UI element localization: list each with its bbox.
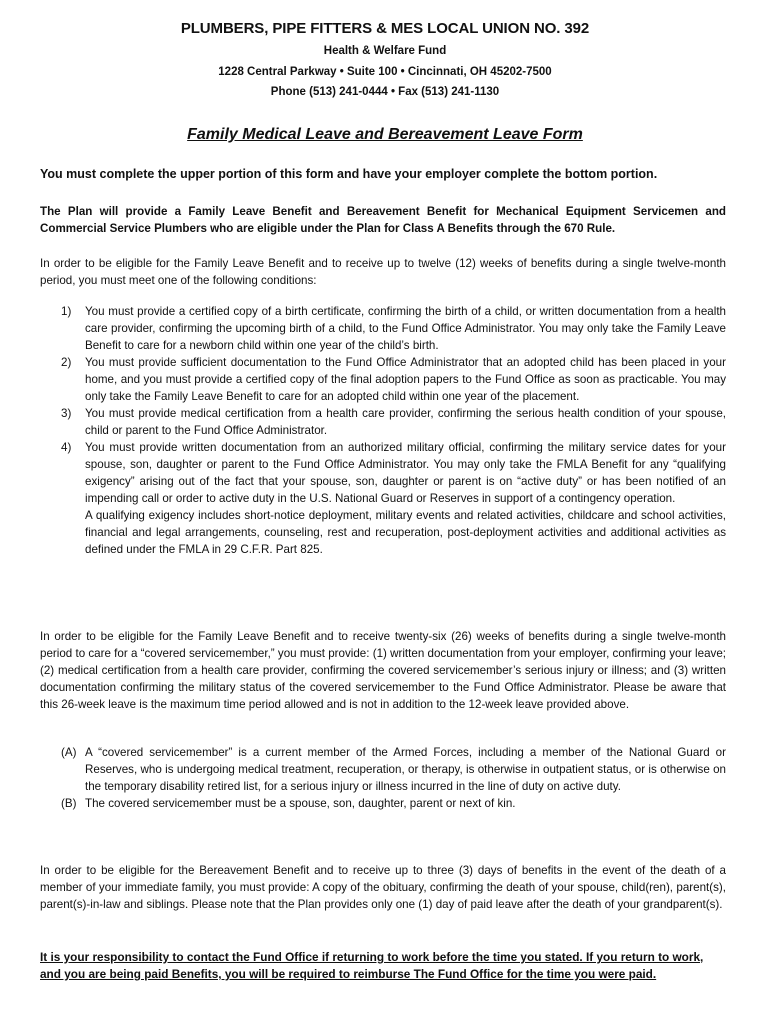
address-line: 1228 Central Parkway • Suite 100 • Cincinnati, OH 45202-7500: [218, 66, 552, 78]
list-item-number: (B): [61, 797, 77, 810]
definitions-list: [40, 744, 726, 812]
list-item-text: You must provide a certified copy of a birth certificate, confirming the birth of a child, or written documentation from a health care provider, confirming the upcoming birth of a child, to the Fund Office Administrator. You may only take the Family Leave Benefit to care for a newborn child within one year of the child’s birth.: [85, 305, 726, 352]
list-item: [40, 303, 726, 354]
list-item: [40, 405, 726, 439]
list-item: [40, 354, 726, 405]
completion-instruction: You must complete the upper portion of this form and have your employer complete the bottom portion.: [40, 167, 658, 181]
servicemember-intro: In order to be eligible for the Family Leave Benefit and to receive twenty-six (26) weeks of benefits during a single twelve-month period to care for a “covered servicemember,” you must provide: (1) written documentation from your employer, confirming your leave; (2) medical certification from a health care provider, confirming the covered servicemember’s serious injury or illness; and (3) written documentation confirming the military status of the covered servicemember to the Fund Office Administrator. Please be aware that this 26-week leave is the maximum time period allowed and is not in addition to the 12-week leave provided above.: [40, 630, 726, 711]
list-item: [40, 744, 726, 795]
list-item: [40, 795, 726, 812]
organization-name: PLUMBERS, PIPE FITTERS & MES LOCAL UNION NO. 392: [180, 20, 590, 37]
list-item-text: You must provide written documentation from an authorized military official, confirming the military service dates for your spouse, son, daughter or parent to the Fund Office Administrator. You may only take the FMLA Benefit for any “qualifying exigency” arising out of the fact that your spouse, son, daughter or parent is on “active duty” or has been notified of an impending call or order to active duty in the U.S. National Guard or Reserves in support of a contingency operation.: [85, 441, 726, 505]
qualifying-exigency-text: A qualifying exigency includes short-notice deployment, military events and related activities, childcare and school activities, financial and legal arrangements, counseling, rest and recuperation, post-deployment activities and additional activities as defined under the FMLA in 29 C.F.R. Part 825.: [85, 509, 726, 556]
form-title: Family Medical Leave and Bereavement Leave Form: [187, 126, 583, 143]
list-item-number: 1): [61, 305, 72, 318]
fund-name: Health & Welfare Fund: [323, 45, 447, 57]
list-item-text: A “covered servicemember” is a current member of the Armed Forces, including a member of the National Guard or Reserves, who is undergoing medical treatment, recuperation, or therapy, is otherwise in outpatient status, or is otherwise on the temporary disability retired list, for a serious injury or illness incurred in the line of duty on active duty.: [85, 746, 726, 793]
list-item-number: 2): [61, 356, 72, 369]
list-item-number: (A): [61, 746, 77, 759]
list-item-text: You must provide sufficient documentation to the Fund Office Administrator that an adopted child has been placed in your home, and you must provide a certified copy of the final adoption papers to the Fund Office as soon as practicable. You may only take the Family Leave Benefit to care for an adopted child within one year of the placement.: [85, 356, 726, 403]
conditions-list: [40, 303, 726, 558]
family-leave-intro: In order to be eligible for the Family Leave Benefit and to receive up to twelve (12) weeks of benefits during a single twelve-month period, you must meet one of the following conditions:: [40, 257, 726, 287]
list-item-number: 3): [61, 407, 72, 420]
phone-line: Phone (513) 241-0444 • Fax (513) 241-1130: [270, 86, 500, 98]
list-item-number: 4): [61, 441, 72, 454]
return-to-work-warning: It is your responsibility to contact the Fund Office if returning to work before the time you stated. If you return to work, and you are being paid Benefits, you will be required to reimburse The Fund Office for the time you were paid.: [40, 950, 704, 981]
plan-statement: The Plan will provide a Family Leave Benefit and Bereavement Benefit for Mechanical Equipment Servicemen and Commercial Service Plumbers who are eligible under the Plan for Class A Benefits through the 670 Rule.: [40, 205, 726, 235]
list-item-text: You must provide medical certification from a health care provider, confirming the serious health condition of your spouse, child or parent to the Fund Office Administrator.: [85, 407, 726, 437]
bereavement-paragraph: In order to be eligible for the Bereavement Benefit and to receive up to three (3) days of benefits in the event of the death of a member of your immediate family, you must provide: A copy of the obituary, confirming the death of your spouse, child(ren), parent(s), parent(s)-in-law and siblings. Please note that the Plan provides only one (1) day of paid leave after the death of your grandparent(s).: [40, 864, 726, 911]
list-item-text: The covered servicemember must be a spouse, son, daughter, parent or next of kin.: [85, 797, 516, 810]
list-item: [40, 439, 726, 558]
